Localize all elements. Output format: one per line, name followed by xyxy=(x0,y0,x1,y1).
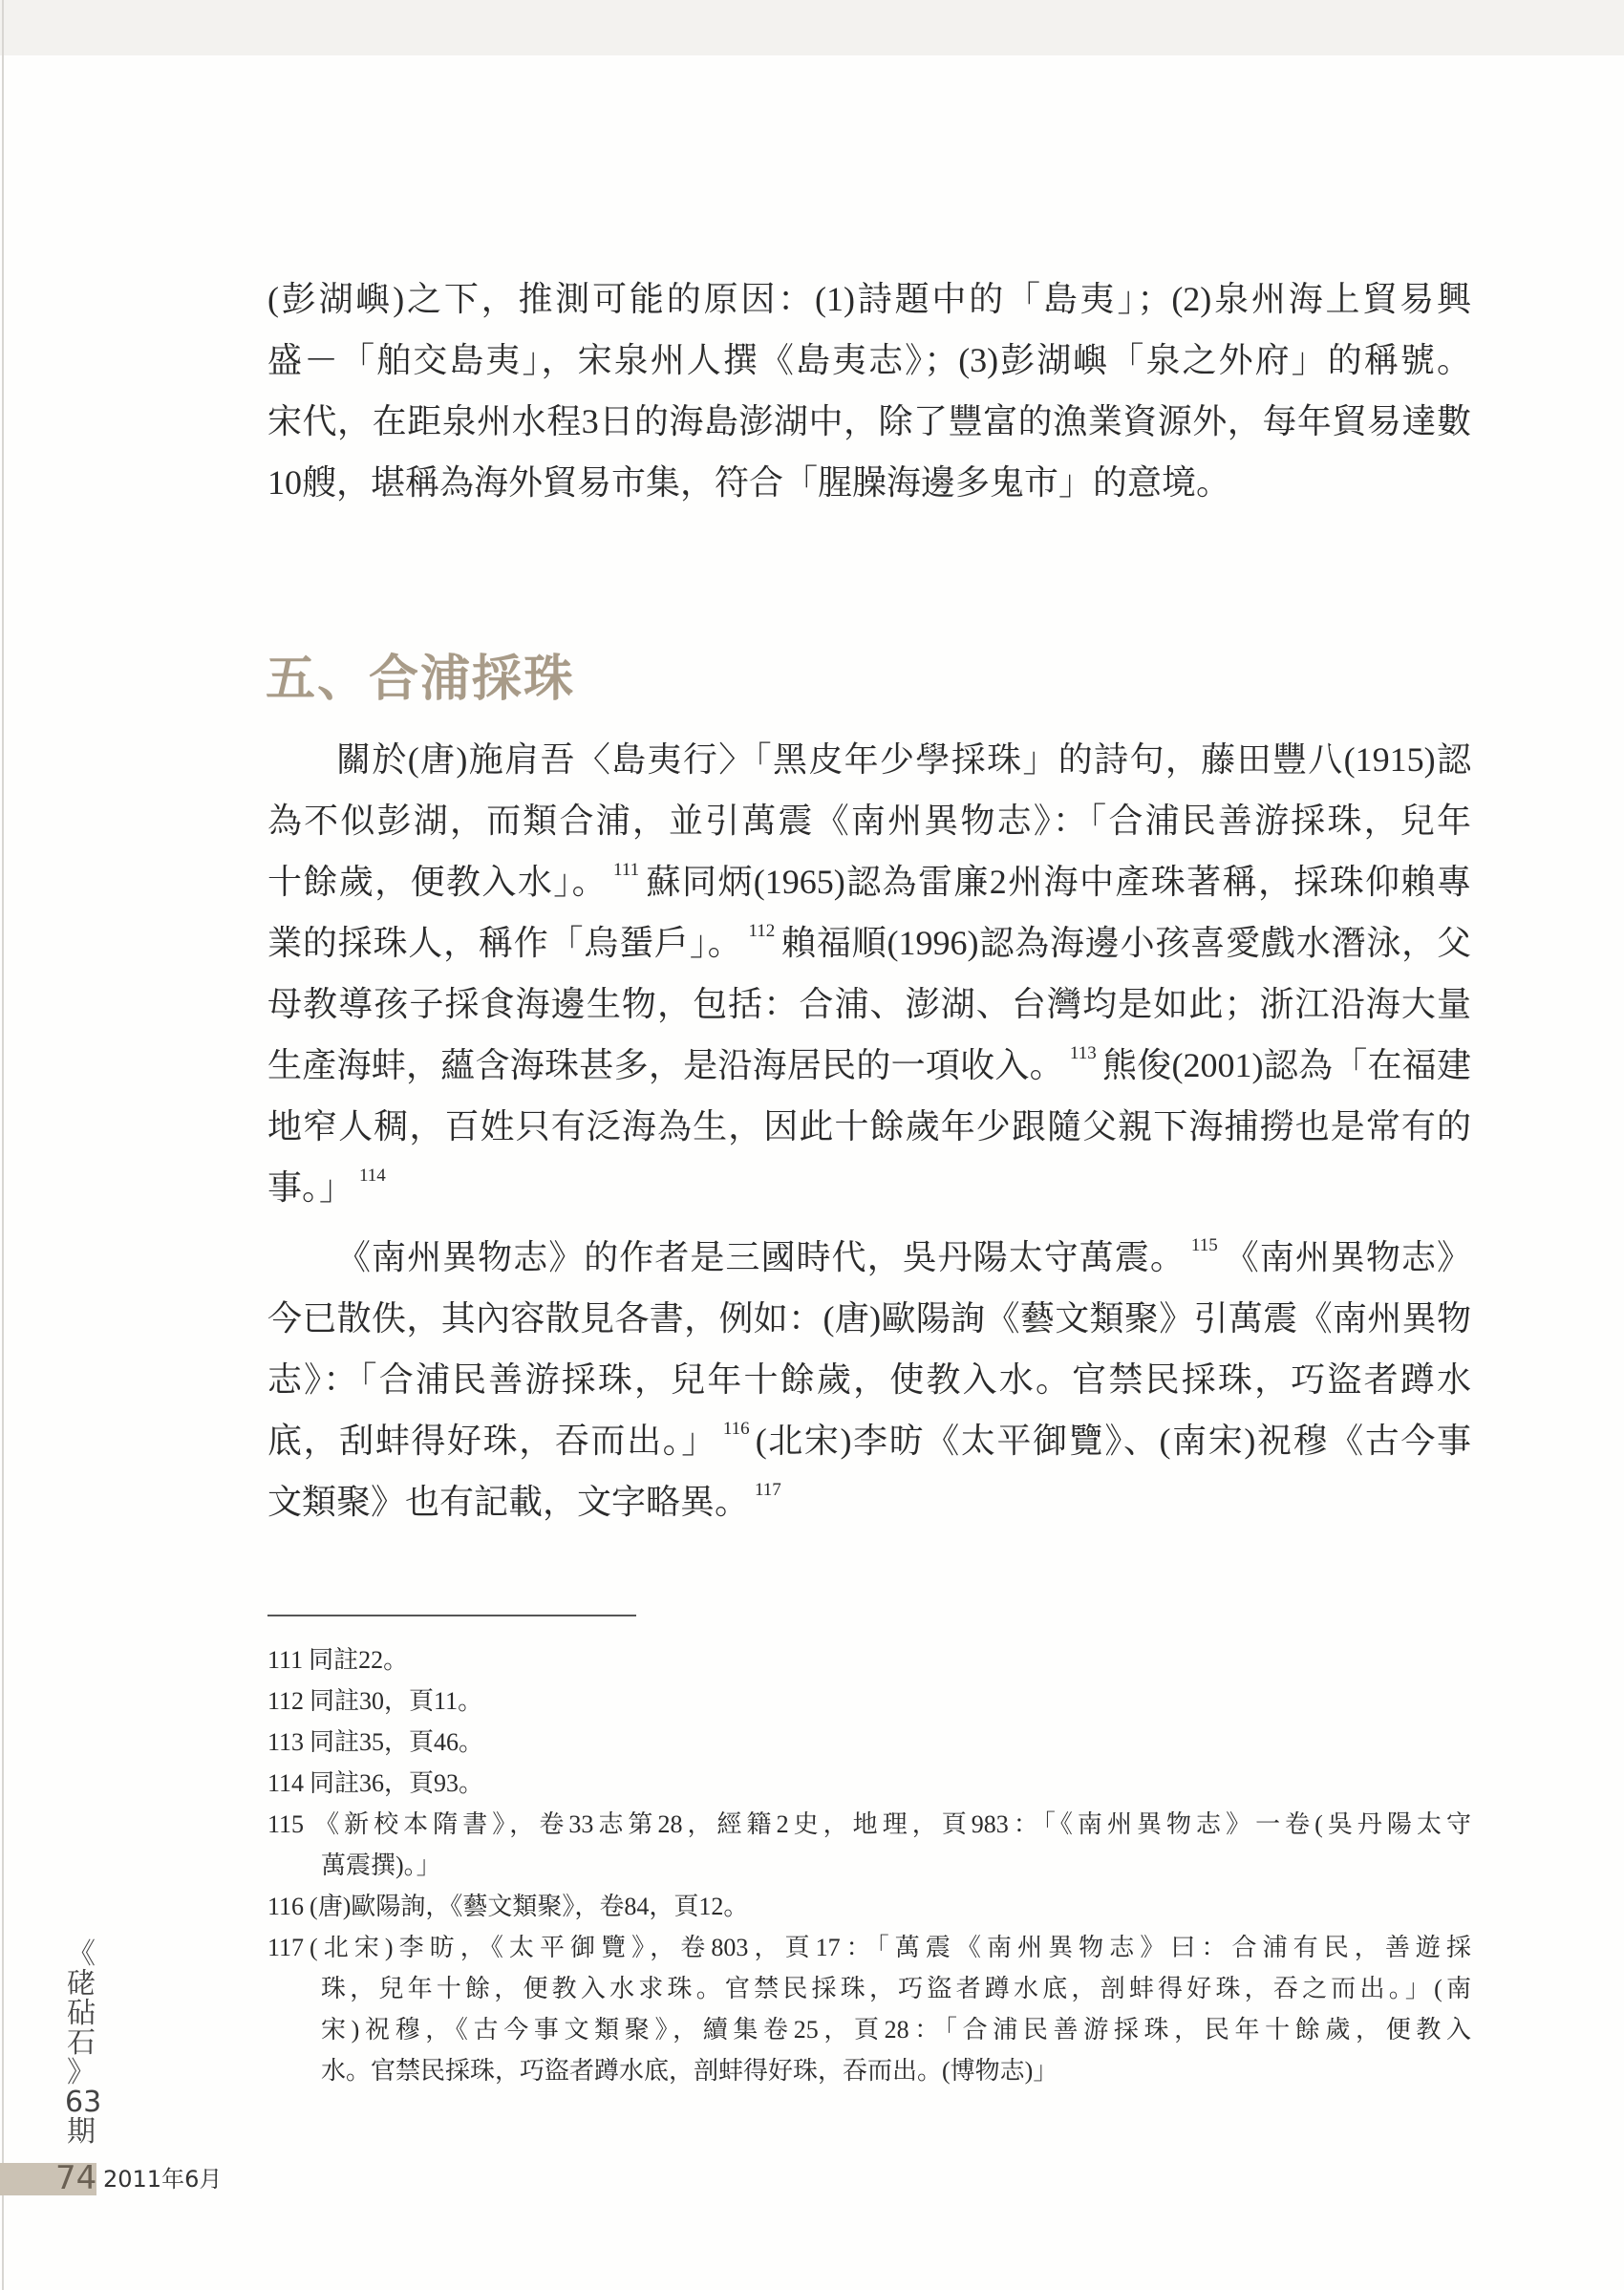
text: 盛－「舶交島夷」，宋泉州人撰《島夷志》；(3)彭湖嶼「泉之外府」的稱號。 xyxy=(267,341,1471,379)
journal-issue: 63 xyxy=(65,2086,102,2119)
scan-top-band xyxy=(0,0,1624,55)
text: 地窄人稠，百姓只有泛海為生，因此十餘歲年少跟隨父親下海捕撈也是常有的 xyxy=(267,1107,1471,1145)
footnote-number: 114 xyxy=(267,1769,305,1797)
text-line xyxy=(267,1349,1471,1410)
footnote-text: 宋)祝穆，《古今事文類聚》，續集卷25，頁28：「合浦民善游採珠，民年十餘歲，便教入 xyxy=(321,2016,1471,2044)
scan-left-edge xyxy=(2,0,4,2290)
text: 十餘歲，便教入水」。 xyxy=(267,863,609,901)
paragraph-1 xyxy=(267,268,1471,513)
text: 為不似彭湖，而類合浦，並引萬震《南州異物志》：「合浦民善游採珠，兒年 xyxy=(267,802,1471,840)
text-line xyxy=(267,1410,1471,1471)
footnote-ref: 113 xyxy=(1069,1043,1097,1063)
footnote-113 xyxy=(267,1722,1471,1763)
text-line xyxy=(267,1157,1471,1218)
footnote-number: 117 xyxy=(267,1934,305,1961)
footnote-number: 116 xyxy=(267,1893,305,1920)
text: 賴福順(1996)認為海邊小孩喜愛戲水潛泳，父 xyxy=(780,924,1471,962)
text-line xyxy=(267,974,1471,1035)
footnote-number: 115 xyxy=(267,1810,305,1838)
journal-char: 期 xyxy=(67,2115,96,2149)
footnote-number: 112 xyxy=(267,1687,305,1715)
text: 《南州異物志》 xyxy=(1223,1238,1471,1276)
footnote-ref: 111 xyxy=(613,860,640,880)
journal-title-vertical xyxy=(65,1937,102,2149)
text: 底，刮蚌得好珠，吞而出。」 xyxy=(267,1422,717,1460)
text-line xyxy=(267,912,1471,974)
text: 宋代，在距泉州水程3日的海島澎湖中，除了豐富的漁業資源外，每年貿易達數 xyxy=(267,402,1471,440)
footnote-115 xyxy=(267,1804,1471,1845)
text-line xyxy=(267,729,1471,790)
text-line xyxy=(267,1035,1471,1096)
footnote-112 xyxy=(267,1680,1471,1722)
footnote-text: 《新校本隋書》，卷33志第28，經籍2史，地理，頁983：「《南州異物志》一卷(吳丹陽太守 xyxy=(310,1810,1471,1838)
text: 10艘，堪稱為海外貿易市集，符合「腥臊海邊多鬼市」的意境。 xyxy=(267,463,1231,502)
footnote-text: 同註22。 xyxy=(309,1646,409,1674)
page-number: 74 xyxy=(55,2159,97,2197)
text: 蘇同炳(1965)認為雷廉2州海中產珠著稱，採珠仰賴專 xyxy=(645,863,1471,901)
issue-date: 2011年6月 xyxy=(103,2166,223,2193)
footnote-117-cont xyxy=(267,1968,1471,2009)
text-line xyxy=(267,1288,1471,1349)
footnote-text: (北宋)李昉，《太平御覽》，卷803，頁17：「萬震《南州異物志》曰：合浦有民，善遊採 xyxy=(310,1934,1471,1961)
footnote-text: (唐)歐陽詢，《藝文類聚》，卷84，頁12。 xyxy=(310,1893,749,1920)
footnote-ref: 117 xyxy=(755,1480,781,1500)
text: 熊俊(2001)認為「在福建 xyxy=(1101,1046,1471,1084)
text: 生產海蚌，蘊含海珠甚多，是沿海居民的一項收入。 xyxy=(267,1046,1064,1084)
footnote-116 xyxy=(267,1886,1471,1927)
journal-char: 硓 xyxy=(67,1967,96,2001)
footnote-text: 同註35，頁46。 xyxy=(310,1728,484,1756)
text: 母教導孩子採食海邊生物，包括：合浦、澎湖、台灣均是如此；浙江沿海大量 xyxy=(267,985,1471,1023)
footnote-ref: 115 xyxy=(1190,1235,1218,1255)
text: (彭湖嶼)之下，推測可能的原因：(1)詩題中的「島夷」；(2)泉州海上貿易興 xyxy=(267,280,1471,318)
text-line xyxy=(267,1227,1471,1288)
text-line xyxy=(267,330,1471,391)
footnote-ref: 112 xyxy=(748,921,776,941)
text: (北宋)李昉《太平御覽》、(南宋)祝穆《古今事 xyxy=(755,1422,1471,1460)
journal-char: 砧 xyxy=(67,1997,96,2030)
footnote-111 xyxy=(267,1639,1471,1680)
footnote-text: 珠，兒年十餘，便教入水求珠。官禁民採珠，巧盜者蹲水底，剖蚌得好珠，吞之而出。」(南 xyxy=(321,1975,1471,2002)
text: 業的採珠人，稱作「烏蜑戶」。 xyxy=(267,924,743,962)
text-line xyxy=(267,790,1471,851)
footnote-number: 111 xyxy=(267,1646,304,1674)
footnote-117 xyxy=(267,1927,1471,1968)
text-line xyxy=(267,452,1471,513)
text: 事。」 xyxy=(267,1168,354,1207)
footnote-117-cont xyxy=(267,2009,1471,2050)
footnote-divider xyxy=(267,1615,636,1616)
footnotes xyxy=(267,1639,1471,2091)
text: 關於(唐)施肩吾〈島夷行〉「黑皮年少學採珠」的詩句，藤田豐八(1915)認 xyxy=(336,740,1471,779)
footnote-114 xyxy=(267,1763,1471,1804)
footnote-text: 水。官禁民採珠，巧盜者蹲水底，剖蚌得好珠，吞而出。(博物志)」 xyxy=(321,2057,1058,2085)
paragraph-2 xyxy=(267,729,1471,1218)
text: 今已散佚，其內容散見各書，例如：(唐)歐陽詢《藝文類聚》引萬震《南州異物 xyxy=(267,1299,1471,1338)
text: 文類聚》也有記載，文字略異。 xyxy=(267,1483,750,1521)
footnote-text: 萬震撰)。」 xyxy=(321,1851,441,1879)
footnote-text: 同註36，頁93。 xyxy=(310,1769,484,1797)
footnote-number: 113 xyxy=(267,1728,305,1756)
text: 《南州異物志》的作者是三國時代，吳丹陽太守萬震。 xyxy=(336,1238,1186,1276)
text-line xyxy=(267,268,1471,330)
text-line xyxy=(267,1471,1471,1532)
footnote-text: 同註30，頁11。 xyxy=(310,1687,483,1715)
journal-char: 石 xyxy=(67,2026,96,2060)
footnote-117-cont xyxy=(267,2050,1471,2091)
journal-char: 《 xyxy=(67,1937,96,1971)
text-line xyxy=(267,391,1471,452)
footnote-ref: 116 xyxy=(722,1419,750,1439)
journal-char: 》 xyxy=(67,2056,96,2089)
text-line xyxy=(267,851,1471,912)
footnote-115-cont xyxy=(267,1845,1471,1886)
paragraph-3 xyxy=(267,1227,1471,1532)
text-line xyxy=(267,1096,1471,1157)
footnote-ref: 114 xyxy=(359,1166,386,1186)
text: 志》：「合浦民善游採珠，兒年十餘歲，使教入水。官禁民採珠，巧盜者蹲水 xyxy=(267,1360,1471,1399)
section-heading: 五、合浦採珠 xyxy=(266,651,576,708)
